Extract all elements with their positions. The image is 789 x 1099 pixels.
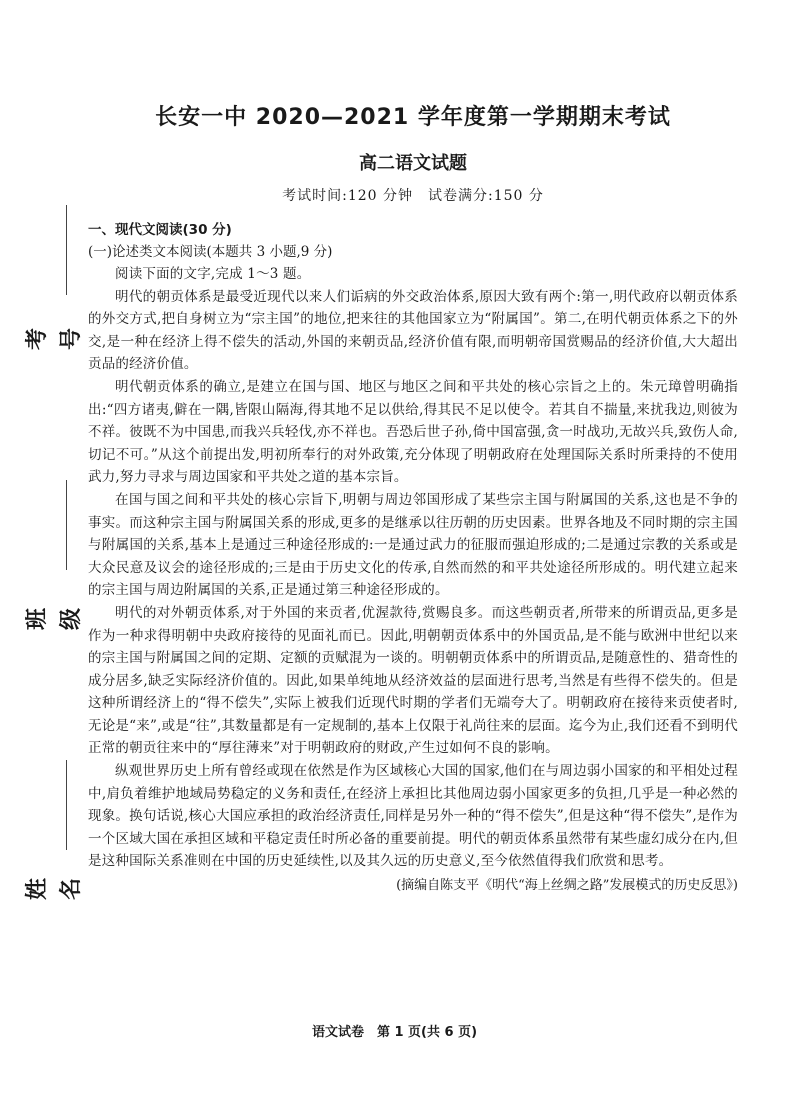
paragraph: 明代的朝贡体系是最受近现代以来人们诟病的外交政治体系,原因大致有两个:第一,明代政府以朝贡体系的外交方式,把自身树立为“宗主国”的地位,把来往的其他国家立为“附属国”。第二,在明代朝贡体系之下的外交,是一种在经济上得不偿失的活动,外国的来朝贡品,经济价值有限,而明朝帝国赏赐品的经济价值,大大超出贡品的经济价值。	[88, 288, 738, 373]
paragraph: 在国与国之间和平共处的核心宗旨下,明朝与周边邻国形成了某些宗主国与附属国的关系,这也是不争的事实。而这种宗主国与附属国关系的形成,更多的是继承以往历朝的历史因素。世界各地及不同时期的宗主国与附属国的关系,基本上是通过三种途径形成的:一是通过武力的征服而强迫形成的;二是通过宗教的关系或是大众民意及议会的途径形成的;三是由于历史文化的传承,自然而然的和平共处途径所形成的。明代建立起来的宗主国与周边附属国的关系,正是通过第三种途径形成的。	[88, 491, 738, 599]
exam-number-label: 考号	[25, 328, 84, 351]
exam-info: 考试时间:120 分钟 试卷满分:150 分	[282, 188, 544, 204]
exam-subtitle: 高二语文试题	[359, 153, 467, 174]
source-citation: (摘编自陈支平《明代“海上丝绸之路”发展模式的历史反思》)	[396, 878, 738, 894]
section-heading: 一、现代文阅读(30 分)	[88, 222, 232, 238]
paragraph: 明代朝贡体系的确立,是建立在国与国、地区与地区之间和平共处的核心宗旨之上的。朱元璋曾明确指出:“四方诸夷,僻在一隅,皆限山隔海,得其地不足以供给,得其民不足以使令。若其自不揣量,来扰我边,则彼为不祥。彼既不为中国患,而我兴兵轻伐,亦不祥也。吾恐后世子孙,倚中国富强,贪一时战功,无故兴兵,致伤人命,切记不可。”从这个前提出发,明初所奉行的对外政策,充分体现了明朝政府在处理国际关系时所秉持的不使用武力,努力寻求与周边国家和平共处之道的基本宗旨。	[88, 378, 738, 486]
margin-line-top	[66, 205, 67, 295]
class-label: 班级	[25, 608, 84, 631]
exam-title: 长安一中 2020—2021 学年度第一学期期末考试	[155, 105, 671, 130]
name-fill-line	[66, 760, 67, 850]
paragraph: 纵观世界历史上所有曾经或现在依然是作为区域核心大国的国家,他们在与周边弱小国家的和平相处过程中,肩负着维护地域局势稳定的义务和责任,在经济上承担比其他周边弱小国家更多的负担,几乎是一种必然的现象。换句话说,核心大国应承担的政治经济责任,同样是另外一种的“得不偿失”,但是这种“得不偿失”,是作为一个区域大国在承担区域和平稳定责任时所必备的重要前提。明代的朝贡体系虽然带有某些虚幻成分在内,但是这种国际关系准则在中国的历史延续性,以及其久远的历史意义,至今依然值得我们欣赏和思考。	[88, 763, 738, 870]
section-subheading: (一)论述类文本阅读(本题共 3 小题,9 分)	[88, 244, 333, 260]
page-footer: 语文试卷 第 1 页(共 6 页)	[311, 1025, 478, 1040]
name-label: 姓名	[25, 878, 84, 901]
class-fill-line	[66, 480, 67, 570]
paragraph: 明代的对外朝贡体系,对于外国的来贡者,优渥款待,赏赐良多。而这些朝贡者,所带来的所谓贡品,更多是作为一种求得明朝中央政府接待的见面礼而已。因此,明朝朝贡体系中的外国贡品,是不能与欧洲中世纪以来的宗主国与附属国之间的定期、定额的贡赋混为一谈的。明朝朝贡体系中的所谓贡品,是随意性的、猎奇性的成分居多,缺乏实际经济价值的。因此,如果单纯地从经济效益的层面进行思考,当然是有些得不偿失的。但是这种所谓经济上的“得不偿失”,实际上被我们近现代时期的学者们无端夸大了。明朝政府在接待来贡使者时,无论是“来”,或是“往”,其数量都是有一定规制的,基本上仅限于礼尚往来的层面。迄今为止,我们还看不到明代正常的朝贡往来中的“厚往薄来”对于明朝政府的财政,产生过如何不良的影响。	[88, 604, 738, 757]
exam-content	[88, 92, 738, 897]
binding-margin	[0, 0, 84, 1099]
instruction: 阅读下面的文字,完成 1～3 题。	[115, 266, 311, 282]
